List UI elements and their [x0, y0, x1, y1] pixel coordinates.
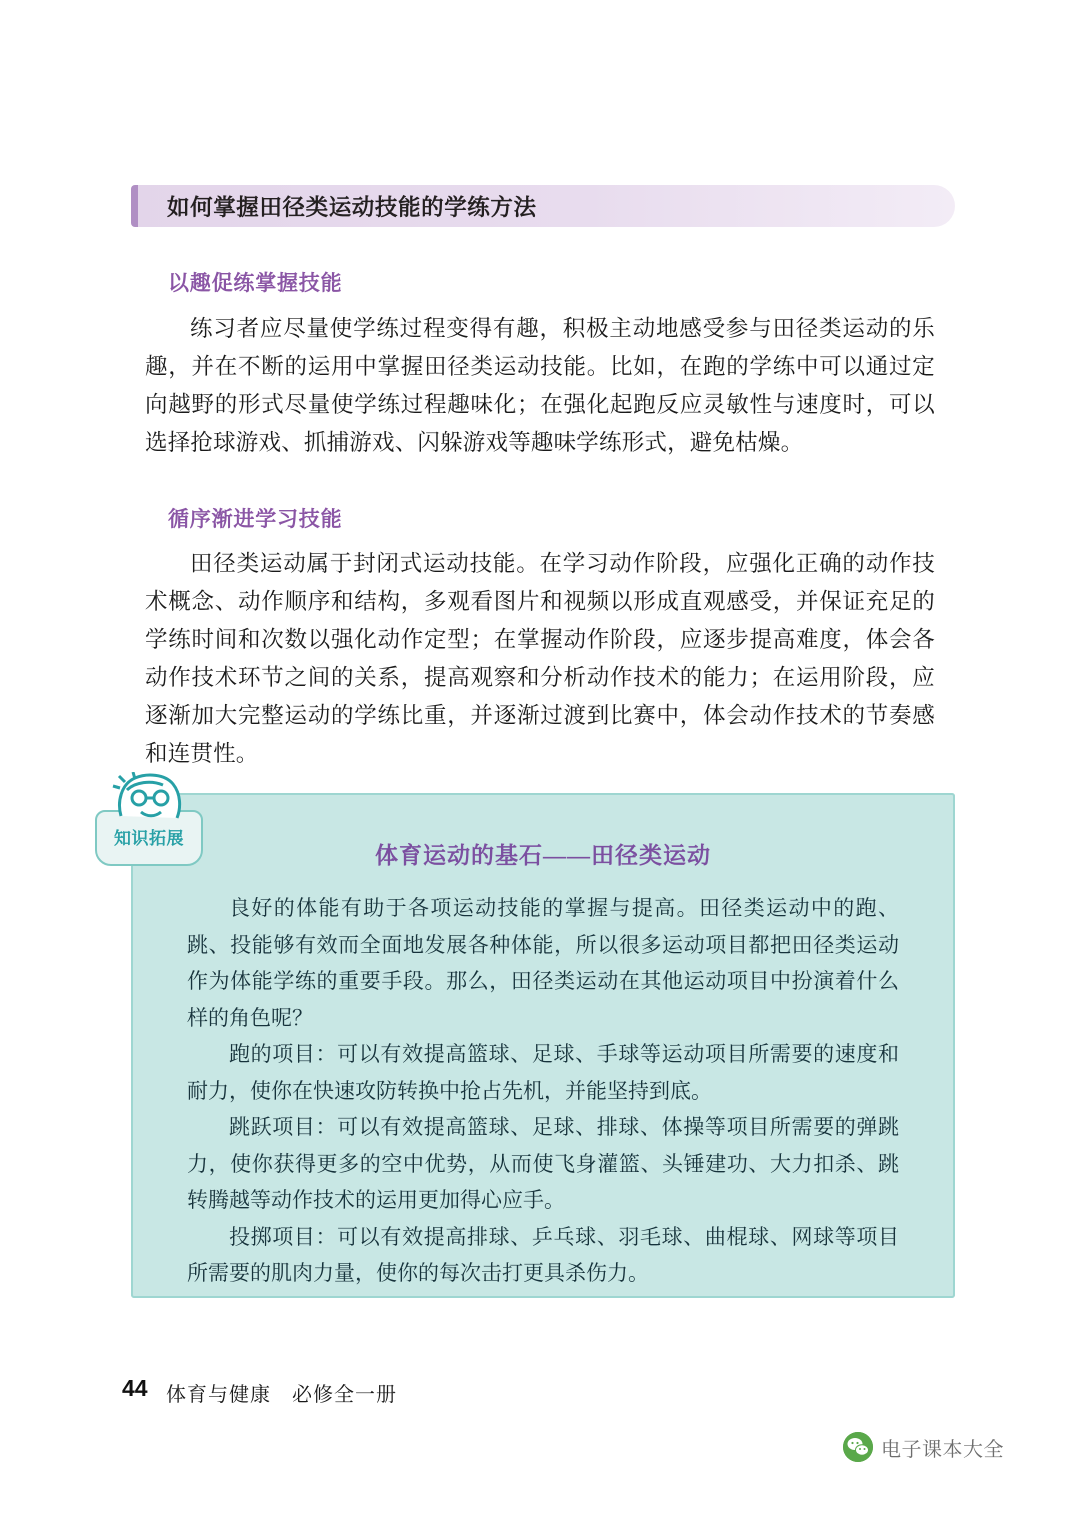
scholar-face-icon — [111, 772, 189, 822]
subheading-1: 以趣促练掌握技能 — [168, 272, 343, 295]
banner-accent-bar — [131, 185, 138, 227]
wechat-logo-icon — [843, 1432, 873, 1462]
book-title: 体育与健康 必修全一册 — [166, 1384, 397, 1406]
knowledge-paragraph: 跑的项目：可以有效提高篮球、足球、手球等运动项目所需要的速度和耐力，使你在快速攻防转换中抢占先机，并能坚持到底。 — [187, 1042, 899, 1103]
section-header-banner — [131, 185, 955, 227]
subheading-2: 循序渐进学习技能 — [168, 508, 343, 531]
body-paragraph-2: 田径类运动属于封闭式运动技能。在学习动作阶段，应强化正确的动作技术概念、动作顺序和结构，多观看图片和视频以形成直观感受，并保证充足的学练时间和次数以强化动作定型；在掌握动作阶段，应逐步提高难度，体会各动作技术环节之间的关系，提高观察和分析动作技术的能力；在运用阶段，应逐渐加大完整运动的学练比重，并逐渐过渡到比赛中，体会动作技术的节奏感和连贯性。 — [145, 551, 935, 766]
watermark-text: 电子课本大全 — [881, 1438, 1004, 1461]
knowledge-box-body — [187, 890, 899, 1292]
knowledge-badge — [95, 772, 203, 872]
section-title: 如何掌握田径类运动技能的学练方法 — [167, 195, 537, 220]
badge-label: 知识拓展 — [114, 829, 184, 848]
knowledge-paragraph: 投掷项目：可以有效提高排球、乒乓球、羽毛球、曲棍球、网球等项目所需要的肌肉力量，使你的每次击打更具杀伤力。 — [187, 1224, 899, 1285]
knowledge-box-title: 体育运动的基石——田径类运动 — [375, 843, 711, 868]
body-paragraph-1: 练习者应尽量使学练过程变得有趣，积极主动地感受参与田径类运动的乐趣，并在不断的运用中掌握田径类运动技能。比如，在跑的学练中可以通过定向越野的形式尽量使学练过程趣味化；在强化起跑反应灵敏性与速度时，可以选择抢球游戏、抓捕游戏、闪躲游戏等趣味学练形式，避免枯燥。 — [145, 316, 935, 455]
watermark — [843, 1432, 1004, 1462]
knowledge-paragraph: 跳跃项目：可以有效提高篮球、足球、排球、体操等项目所需要的弹跳力，使你获得更多的空中优势，从而使飞身灌篮、头锤建功、大力扣杀、跳转腾越等动作技术的运用更加得心应手。 — [187, 1115, 899, 1212]
page-number: 44 — [122, 1375, 148, 1401]
knowledge-extension-box — [131, 793, 955, 1298]
knowledge-paragraph: 良好的体能有助于各项运动技能的掌握与提高。田径类运动中的跑、跳、投能够有效而全面地发展各种体能，所以很多运动项目都把田径类运动作为体能学练的重要手段。那么，田径类运动在其他运动项目中扮演着什么样的角色呢？ — [187, 896, 899, 1030]
